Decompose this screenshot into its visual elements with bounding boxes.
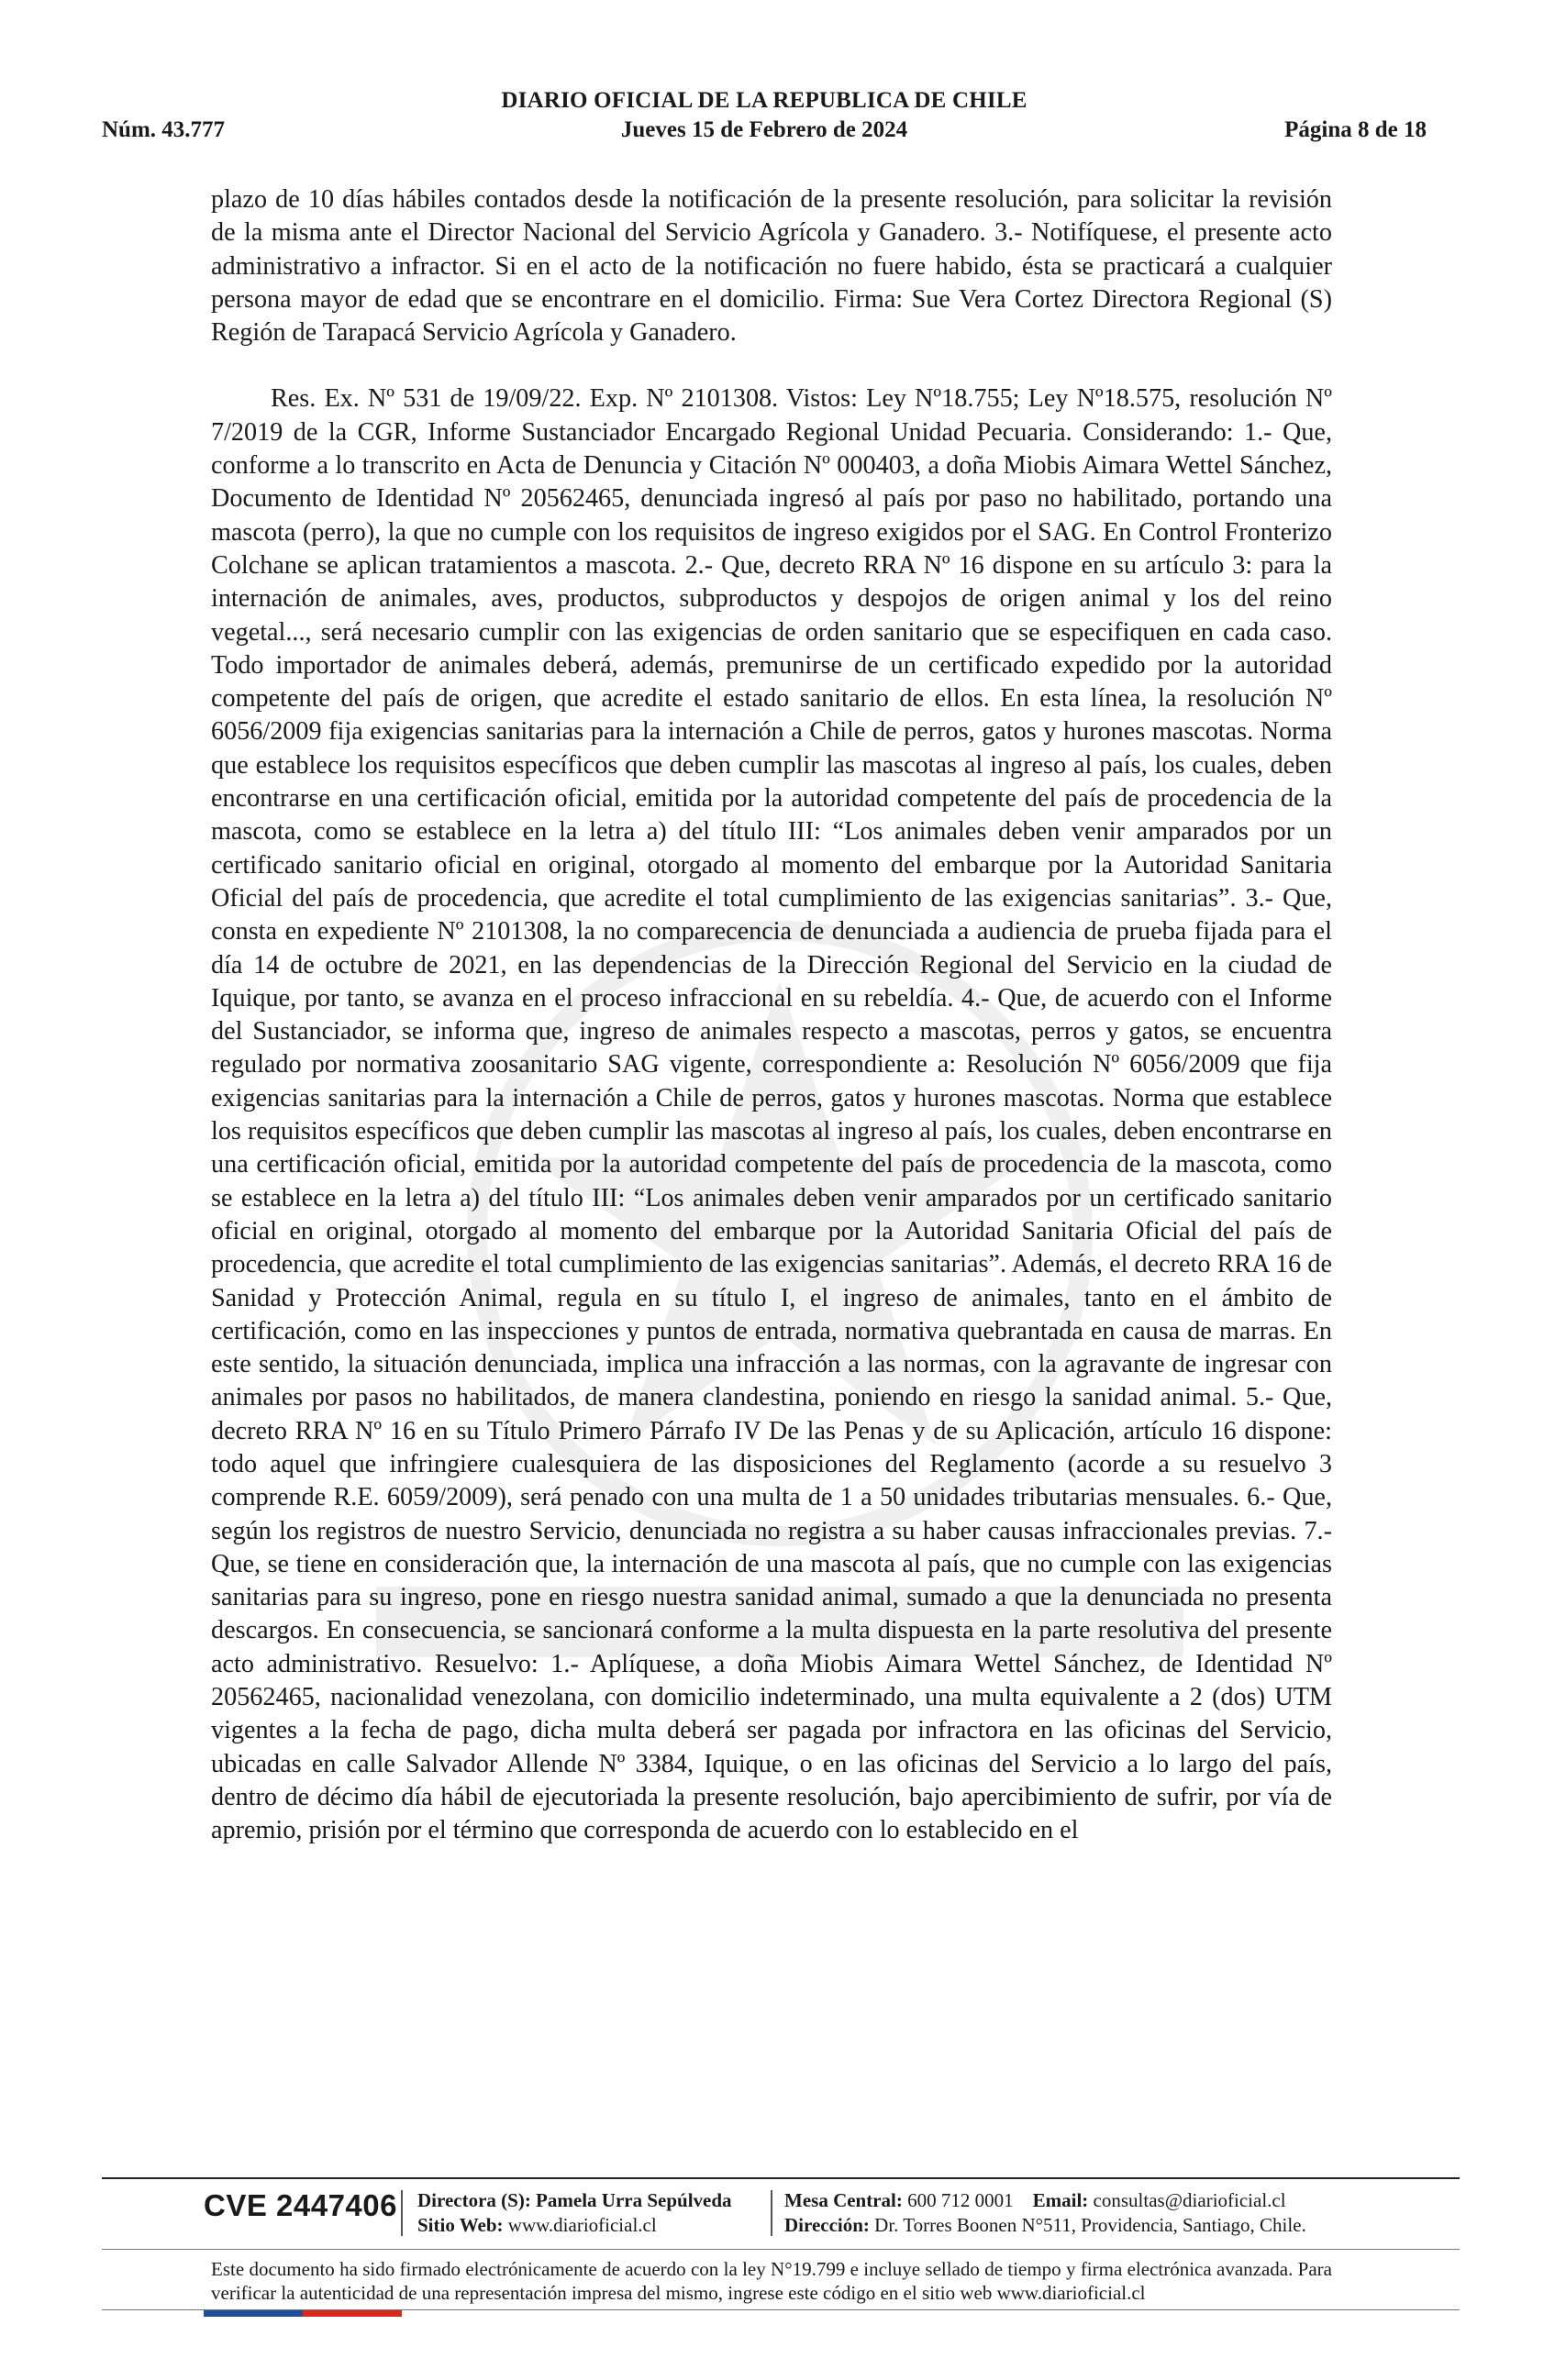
body-text: [211, 183, 1332, 1848]
email-link[interactable]: consultas@diarioficial.cl: [1093, 2189, 1286, 2211]
phone-label: Mesa Central:: [784, 2189, 903, 2211]
email-label: Email:: [1032, 2189, 1089, 2211]
director-name: Directora (S): Pamela Urra Sepúlveda: [417, 2189, 732, 2211]
page-number: Página 8 de 18: [1284, 117, 1427, 142]
phone-number: 600 712 0001: [907, 2189, 1014, 2211]
footer-director-block: [417, 2188, 732, 2238]
issue-number: Núm. 43.777: [102, 117, 226, 142]
signature-disclaimer: Este documento ha sido firmado electrónicamente de acuerdo con la ley N°19.799 e incluye sellado de tiempo y firma electrónica avanzada. Para verificar la autenticidad de una representación impresa del mismo, ingrese este código en el sitio web www.diarioficial.cl: [211, 2258, 1332, 2304]
website-link[interactable]: www.diarioficial.cl: [507, 2214, 657, 2236]
footer-divider: [102, 2249, 1460, 2250]
website-label: Sitio Web:: [417, 2214, 504, 2236]
paragraph: Res. Ex. Nº 531 de 19/09/22. Exp. Nº 2101308. Vistos: Ley Nº18.755; Ley Nº18.575, resolución Nº 7/2019 de la CGR, Informe Sustanciador Encargado Regional Unidad Pecuaria. Considerando: 1.- Que, conforme a lo transcrito en Acta de Denuncia y Citación Nº 000403, a doña Miobis Aimara Wettel Sánchez, Documento de Identidad Nº 20562465, denunciada ingresó al país por paso no habilitado, portando una mascota (perro), la que no cumple con los requisitos de ingreso exigidos por el SAG. En Control Fronterizo Colchane se aplican tratamientos a mascota. 2.- Que, decreto RRA Nº 16 dispone en su artículo 3: para la internación de animales, aves, productos, subproductos y despojos de origen animal y los del reino vegetal..., será necesario cumplir con las exigencias de orden sanitario que se especifiquen en cada caso. Todo importador de animales deberá, además, premunirse de un certificado expedido por la autoridad competente del país de origen, que acredite el estado sanitario de ellos. En esta línea, la resolución Nº 6056/2009 fija exigencias sanitarias para la internación a Chile de perros, gatos y hurones mascotas. Norma que establece los requisitos específicos que deben cumplir las mascotas al ingreso al país, los cuales, deben encontrarse en una certificación oficial, emitida por la autoridad competente del país de procedencia de la mascota, como se establece en la letra a) del título III: “Los animales deben venir amparados por un certificado sanitario oficial en original, otorgado al momento del embarque por la Autoridad Sanitaria Oficial del país de procedencia, que acredite el total cumplimiento de las exigencias sanitarias”. 3.- Que, consta en expediente Nº 2101308, la no comparecencia de denunciada a audiencia de prueba fijada para el día 14 de octubre de 2021, en las dependencias de la Dirección Regional del Servicio en la ciudad de Iquique, por tanto, se avanza en el proceso infraccional en su rebeldía. 4.- Que, de acuerdo con el Informe del Sustanciador, se informa que, ingreso de animales respecto a mascotas, perros y gatos, se encuentra regulado por normativa zoosanitario SAG vigente, correspondiente a: Resolución Nº 6056/2009 que fija exigencias sanitarias para la internación a Chile de perros, gatos y hurones mascotas. Norma que establece los requisitos específicos que deben cumplir las mascotas al ingreso al país, los cuales, deben encontrarse en una certificación oficial, emitida por la autoridad competente del país de procedencia de la mascota, como se establece en la letra a) del título III: “Los animales deben venir amparados por un certificado sanitario oficial en original, otorgado al momento del embarque por la Autoridad Sanitaria Oficial del país de procedencia, que acredite el total cumplimiento de las exigencias sanitarias”. Además, el decreto RRA 16 de Sanidad y Protección Animal, regula en su título I, el ingreso de animales, tanto en el ámbito de certificación, como en las inspecciones y puntos de entrada, normativa quebrantada en causa de marras. En este sentido, la situación denunciada, implica una infracción a las normas, con la agravante de ingresar con animales por pasos no habilitados, de manera clandestina, poniendo en riesgo la sanidad animal. 5.- Que, decreto RRA Nº 16 en su Título Primero Párrafo IV De las Penas y de su Aplicación, artículo 16 dispone: todo aquel que infringiere cualesquiera de las disposiciones del Reglamento (acorde a su resuelvo 3 comprende R.E. 6059/2009), será penado con una multa de 1 a 50 unidades tributarias mensuales. 6.- Que, según los registros de nuestro Servicio, denunciada no registra a su haber causas infraccionales previas. 7.- Que, se tiene en consideración que, la internación de una mascota al país, que no cumple con las exigencias sanitarias para su ingreso, pone en riesgo nuestra sanidad animal, sumado a que la denunciada no presenta descargos. En consecuencia, se sancionará conforme a la multa dispuesta en la parte resolutiva del presente acto administrativo. Resuelvo: 1.- Aplíquese, a doña Miobis Aimara Wettel Sánchez, de Identidad Nº 20562465, nacionalidad venezolana, con domicilio indeterminado, una multa equivalente a 2 (dos) UTM vigentes a la fecha de pago, dicha multa deberá ser pagada por infractora en las oficinas del Servicio, ubicadas en calle Salvador Allende Nº 3384, Iquique, o en las oficinas del Servicio a lo largo del país, dentro de décimo día hábil de ejecutoriada la presente resolución, bajo apercibimiento de sufrir, por vía de apremio, prisión por el término que corresponda de acuerdo con lo establecido en el: [211, 384, 1332, 1845]
flag-stripe-red: [303, 2310, 402, 2317]
issue-date: Jueves 15 de Febrero de 2024: [620, 117, 908, 142]
footer-separator: [401, 2190, 403, 2236]
address-value: Dr. Torres Boonen N°511, Providencia, Santiago, Chile.: [874, 2214, 1306, 2236]
footer-divider: [102, 2177, 1460, 2179]
publication-title: DIARIO OFICIAL DE LA REPUBLICA DE CHILE: [501, 88, 1027, 113]
footer-separator: [771, 2190, 772, 2236]
page-header: [102, 88, 1427, 152]
footer-contact-block: [784, 2188, 1306, 2238]
cve-code: CVE 2447406: [204, 2188, 397, 2222]
paragraph: plazo de 10 días hábiles contados desde la notificación de la presente resolución, para solicitar la revisión de la misma ante el Director Nacional del Servicio Agrícola y Ganadero. 3.- Notifíquese, el presente acto administrativo a infractor. Si en el acto de la notificación no fuere habido, ésta se practicará a cualquier persona mayor de edad que se encontrare en el domicilio. Firma: Sue Vera Cortez Directora Regional (S) Región de Tarapacá Servicio Agrícola y Ganadero.: [211, 185, 1332, 348]
flag-stripe-blue: [204, 2310, 303, 2317]
address-label: Dirección:: [784, 2214, 870, 2236]
